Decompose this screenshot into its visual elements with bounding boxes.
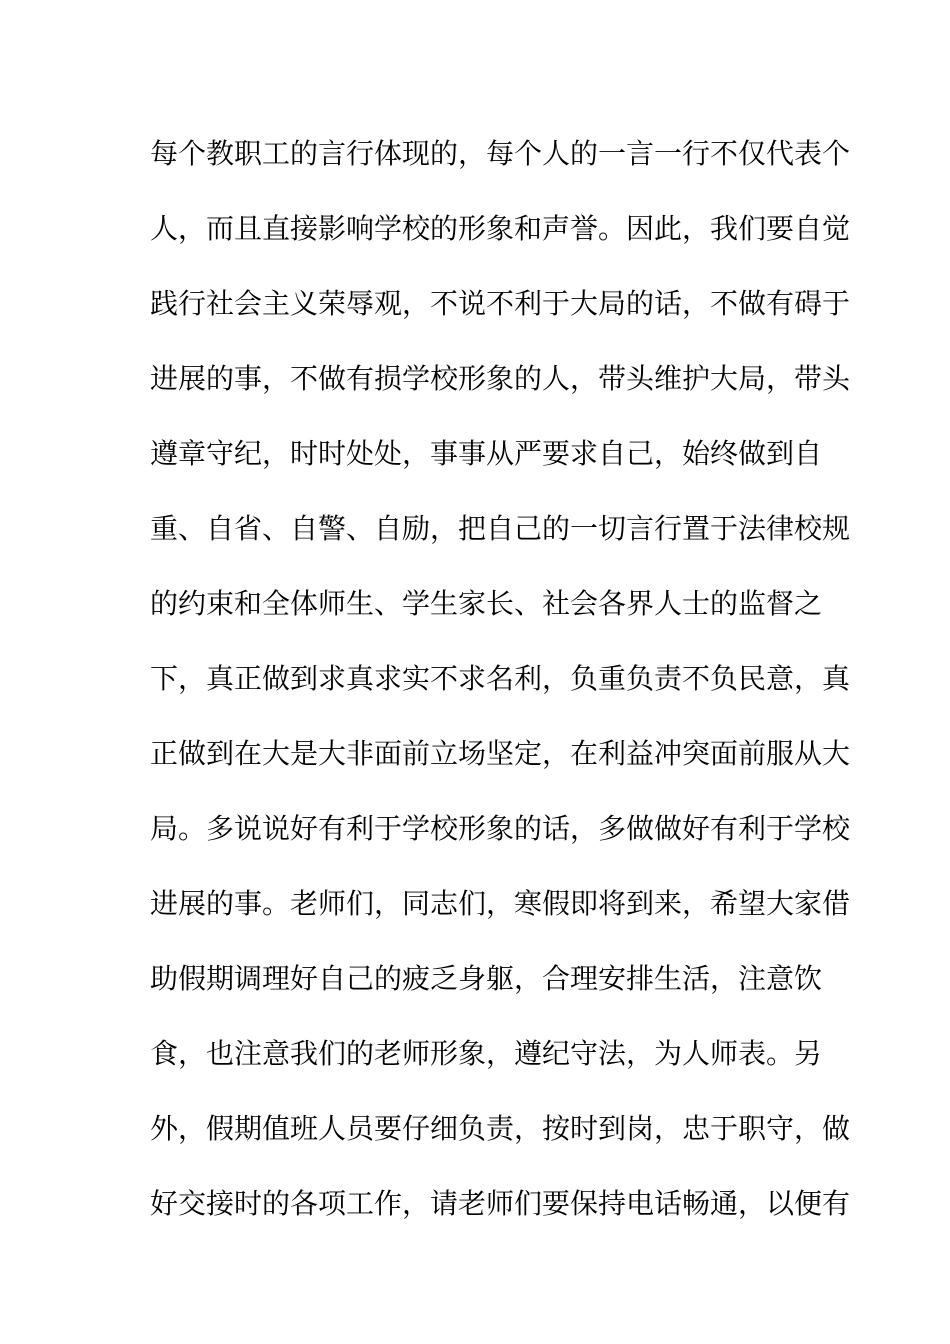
text-line: 重、自省、自警、自励，把自己的一切言行置于法律校规 [150, 512, 851, 545]
text-line: 每个教职工的言行体现的，每个人的一言一行不仅代表个 [150, 137, 851, 170]
text-line: 进展的事。老师们，同志们，寒假即将到来，希望大家借 [150, 887, 851, 920]
body-text [150, 129, 851, 1254]
text-line: 进展的事，不做有损学校形象的人，带头维护大局，带头 [150, 362, 851, 395]
text-line: 局。多说说好有利于学校形象的话，多做做好有利于学校 [150, 812, 851, 845]
text-line: 好交接时的各项工作，请老师们要保持电话畅通，以便有 [150, 1187, 851, 1220]
text-line: 下，真正做到求真求实不求名利，负重负责不负民意，真 [150, 662, 851, 695]
text-line: 人，而且直接影响学校的形象和声誉。因此，我们要自觉 [150, 212, 851, 245]
text-line: 助假期调理好自己的疲乏身躯，合理安排生活，注意饮 [150, 962, 823, 995]
text-line: 食，也注意我们的老师形象，遵纪守法，为人师表。另 [150, 1037, 823, 1070]
text-line: 践行社会主义荣辱观，不说不利于大局的话，不做有碍于 [150, 287, 851, 320]
text-line: 遵章守纪，时时处处，事事从严要求自己，始终做到自 [150, 437, 823, 470]
text-line: 正做到在大是大非面前立场坚定，在利益冲突面前服从大 [150, 737, 851, 770]
text-line: 的约束和全体师生、学生家长、社会各界人士的监督之 [150, 587, 823, 620]
text-line: 外，假期值班人员要仔细负责，按时到岗，忠于职守，做 [150, 1112, 851, 1145]
